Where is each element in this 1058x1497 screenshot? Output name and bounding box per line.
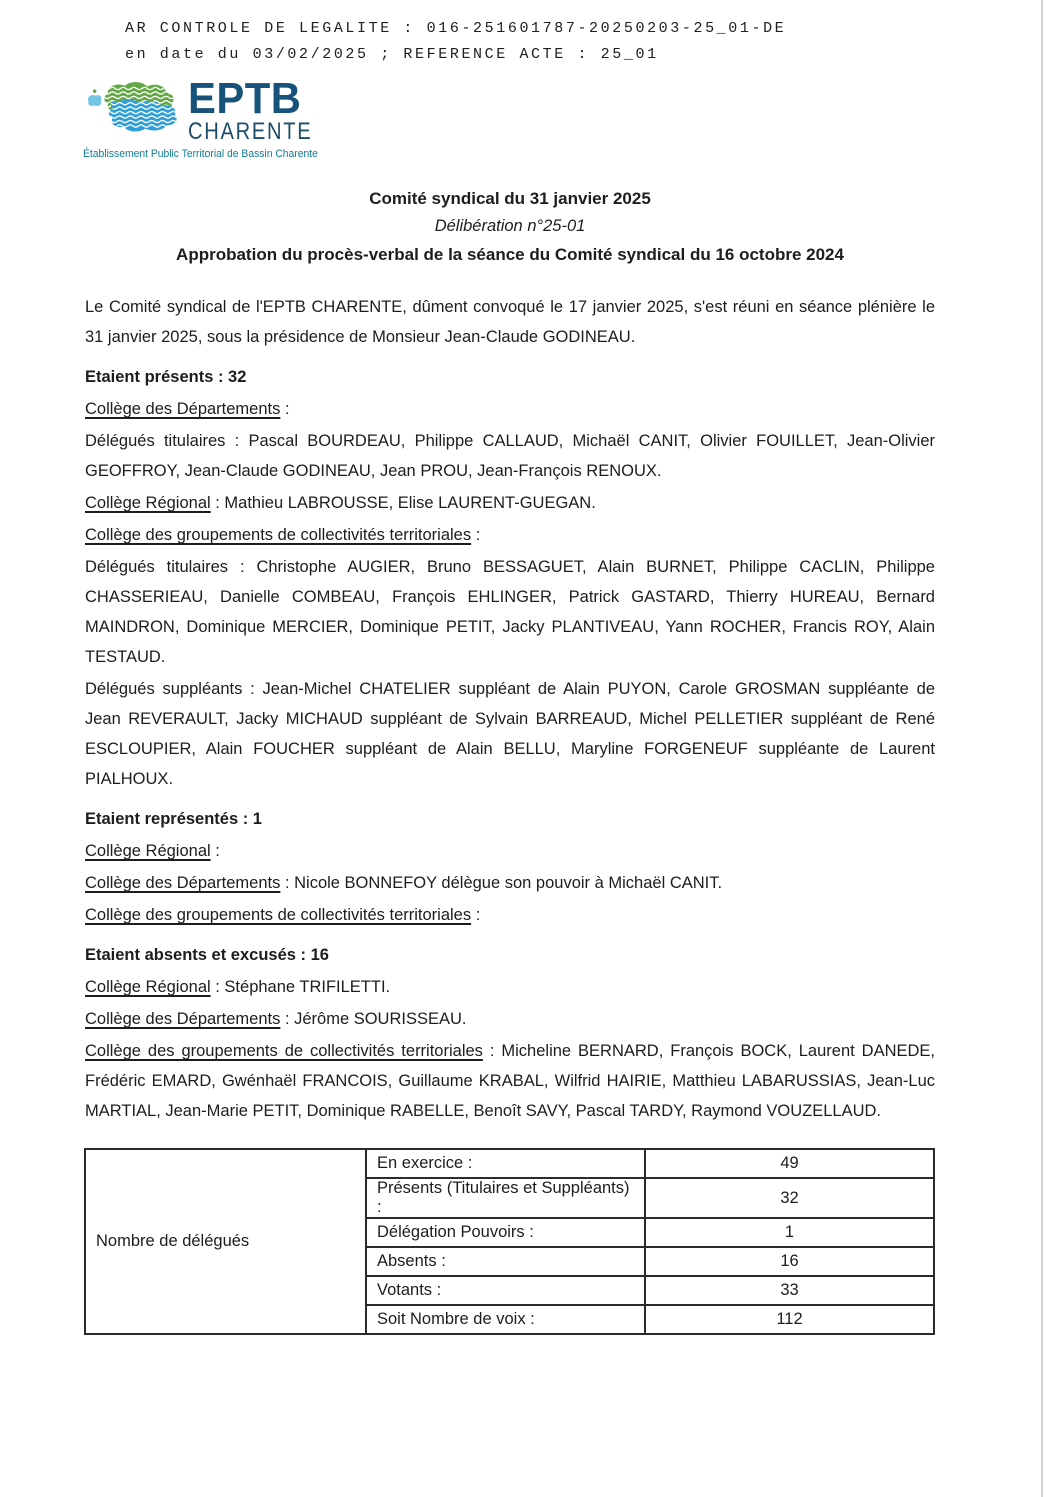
college-regional-label: Collège Régional: [85, 494, 211, 512]
college-regional-label: Collège Régional: [85, 978, 211, 996]
presents-heading: Etaient présents : 32: [85, 368, 247, 386]
representes-college-groupements: [85, 900, 935, 930]
presents-college-regional: [85, 488, 935, 518]
representes-college-regional: [85, 836, 935, 866]
document-body: [85, 292, 935, 1126]
presents-delegues-suppleants-gct: Délégués suppléants : Jean-Michel CHATELIER suppléant de Alain PUYON, Carole GROSMAN suppléante de Jean REVERAULT, Jacky MICHAUD suppléant de Sylvain BARREAUD, Michel PELLETIER suppléant de René ESCLOUPIER, Alain FOUCHER suppléant de Alain BELLU, Maryline FORGENEUF suppléante de Laurent PIALHOUX.: [85, 680, 935, 788]
college-departements-rest: : Nicole BONNEFOY délègue son pouvoir à Michaël CANIT.: [280, 874, 723, 892]
deliberation-number: Délibération n°25-01: [434, 217, 586, 235]
college-departements-label: Collège des Départements: [85, 874, 281, 892]
college-regional-rest: : Stéphane TRIFILETTI.: [210, 978, 391, 996]
watershed-map-icon: [83, 78, 183, 140]
logo-acronym: EPTB: [188, 74, 302, 123]
logo-name: CHARENTE: [188, 118, 313, 145]
college-departements-label: Collège des Départements: [85, 400, 281, 418]
table-cell-value: 1: [645, 1218, 934, 1247]
table-cell-value: 32: [645, 1178, 934, 1218]
eptb-charente-logo: [83, 74, 343, 161]
islet-dot: [93, 89, 97, 93]
meeting-title: Comité syndical du 31 janvier 2025: [369, 189, 651, 208]
college-departements-rest: : Jérôme SOURISSEAU.: [280, 1010, 467, 1028]
logo-tagline: Établissement Public Territorial de Bassin Charente: [83, 148, 318, 160]
absents-college-groupements: [85, 1036, 935, 1126]
college-groupements-rest: :: [471, 526, 481, 544]
table-cell-label: Délégation Pouvoirs :: [366, 1218, 645, 1247]
table-cell-value: 16: [645, 1247, 934, 1276]
table-cell-value: 112: [645, 1305, 934, 1334]
presents-delegues-titulaires-gct: Délégués titulaires : Christophe AUGIER, Bruno BESSAGUET, Alain BURNET, Philippe CACLIN, Philippe CHASSERIEAU, Danielle COMBEAU, François EHLINGER, Patrick GASTARD, Thierry HUREAU, Bernard MAINDRON, Dominique MERCIER, Dominique PETIT, Jacky PLANTIVEAU, Yann ROCHER, Francis ROY, Alain TESTAUD.: [85, 558, 935, 666]
college-regional-label: Collège Régional: [85, 842, 211, 860]
representes-college-departements: [85, 868, 935, 898]
scan-edge-line: [1041, 0, 1043, 1497]
presents-college-groupements: [85, 520, 935, 550]
college-groupements-rest: : Micheline BERNARD, François BOCK, Laurent DANEDE, Frédéric EMARD, Gwénhaël FRANCOIS, Guillaume KRABAL, Wilfrid HAIRIE, Matthieu LABARUSSIAS, Jean-Luc MARTIAL, Jean-Marie PETIT, Dominique RABELLE, Benoît SAVY, Pascal TARDY, Raymond VOUZELLAUD.: [85, 1042, 936, 1120]
table-cell-label: Votants :: [366, 1276, 645, 1305]
college-groupements-label: Collège des groupements de collectivités territoriales: [85, 906, 472, 924]
college-groupements-label: Collège des groupements de collectivités territoriales: [85, 526, 472, 544]
college-groupements-label: Collège des groupements de collectivités territoriales: [85, 1042, 483, 1060]
table-row: [85, 1149, 934, 1178]
logo-top-row: [83, 74, 343, 145]
island-shape: [88, 95, 101, 106]
ar-header-line-1: AR CONTROLE DE LEGALITE : 016-251601787-20250203-25_01-DE: [125, 20, 787, 37]
absents-college-regional: [85, 972, 935, 1002]
college-departements-rest: :: [280, 400, 290, 418]
deliberation-subject: Approbation du procès-verbal de la séance du Comité syndical du 16 octobre 2024: [176, 245, 844, 264]
presents-college-departements: [85, 394, 935, 424]
ar-header-line-2: en date du 03/02/2025 ; REFERENCE ACTE : 25_01: [125, 46, 659, 63]
table-cell-label: Présents (Titulaires et Suppléants) :: [366, 1178, 645, 1218]
college-regional-rest: :: [210, 842, 220, 860]
table-cell-label: Soit Nombre de voix :: [366, 1305, 645, 1334]
delegates-count-table: [84, 1148, 935, 1335]
absents-college-departements: [85, 1004, 935, 1034]
college-regional-rest: : Mathieu LABROUSSE, Elise LAURENT-GUEGAN.: [210, 494, 596, 512]
logo-wordmark: [188, 74, 336, 145]
table-row-header: Nombre de délégués: [85, 1149, 366, 1334]
title-block: [85, 187, 935, 267]
intro-paragraph: Le Comité syndical de l'EPTB CHARENTE, dûment convoqué le 17 janvier 2025, s'est réuni en séance plénière le 31 janvier 2025, sous la présidence de Monsieur Jean-Claude GODINEAU.: [85, 298, 935, 346]
table-cell-value: 33: [645, 1276, 934, 1305]
college-groupements-rest: :: [471, 906, 481, 924]
table-cell-label: En exercice :: [366, 1149, 645, 1178]
table-cell-value: 49: [645, 1149, 934, 1178]
table-cell-label: Absents :: [366, 1247, 645, 1276]
representes-heading: Etaient représentés : 1: [85, 810, 262, 828]
presents-delegues-titulaires-dep: Délégués titulaires : Pascal BOURDEAU, Philippe CALLAUD, Michaël CANIT, Olivier FOUILLET, Jean-Olivier GEOFFROY, Jean-Claude GODINEAU, Jean PROU, Jean-François RENOUX.: [85, 432, 935, 480]
ar-control-header: [125, 16, 1058, 68]
absents-heading: Etaient absents et excusés : 16: [85, 946, 329, 964]
college-departements-label: Collège des Départements: [85, 1010, 281, 1028]
